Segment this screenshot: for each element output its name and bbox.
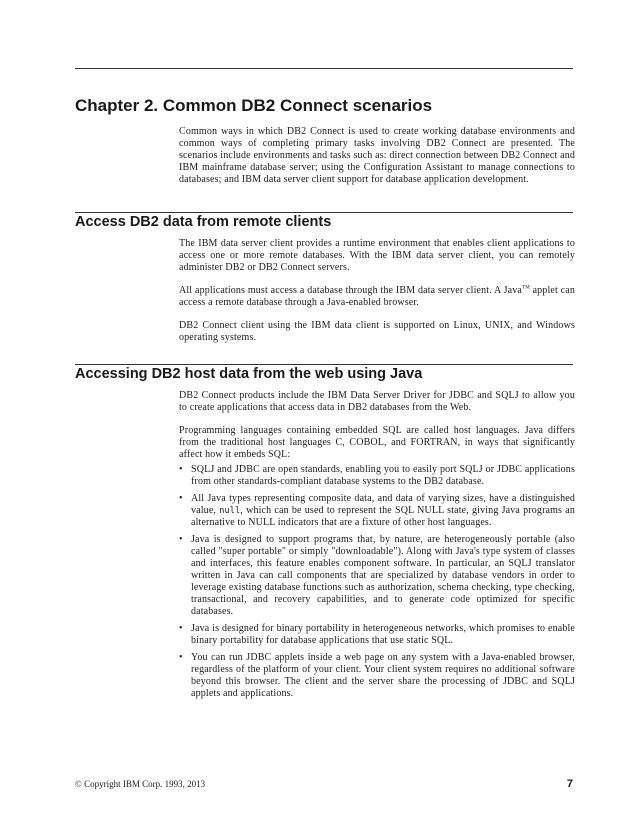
code-null: null: [219, 506, 241, 516]
paragraph: The IBM data server client provides a runtime environment that enables client applications to access one or more remote databases. With the IBM data server client, you can remotely administer DB2 or DB2 Connect servers.: [179, 238, 575, 273]
bullet-list: [179, 464, 575, 700]
text-run: applet can access a remote database through a Java-enabled browser.: [179, 285, 575, 308]
trademark-mark: TM: [522, 285, 530, 291]
section-web-java-body: [179, 390, 575, 705]
list-item: • You can run JDBC applets inside a web page on any system with a Java-enabled browser, regardless of the platform of your client. Your client system requires no additional software beyond this browser. The client and the server share the processing of JDBC and SQLJ applets and applications.: [179, 652, 575, 700]
section-remote-clients-body: [179, 238, 575, 355]
paragraph: DB2 Connect products include the IBM Data Server Driver for JDBC and SQLJ to allow you to create applications that access data in DB2 databases from the Web.: [179, 390, 575, 413]
copyright-notice: © Copyright IBM Corp. 1993, 2013: [75, 779, 206, 789]
text-run: , which can be used to represent the SQL NULL state, giving Java programs an alternative to NULL indicators that are a fixture of other host languages.: [191, 505, 575, 528]
top-rule: [75, 68, 573, 69]
paragraph: Programming languages containing embedded SQL are called host languages. Java differs from the traditional host languages C, COBOL, and FORTRAN, in ways that significantly affect how it embeds SQL:: [179, 425, 575, 460]
page-number: 7: [566, 778, 573, 790]
section-heading-web-java: Accessing DB2 host data from the web using Java: [75, 366, 423, 382]
list-item: [179, 493, 575, 529]
text-run: All applications must access a database through the IBM data server client. A Java: [179, 285, 522, 296]
page-footer: [75, 779, 573, 789]
section-heading-remote-clients: Access DB2 data from remote clients: [75, 214, 332, 230]
text-run: All Java types representing composite data, and data of varying sizes, have a distinguished value,: [191, 493, 575, 516]
paragraph: [179, 285, 575, 309]
chapter-intro-block: [179, 126, 575, 197]
paragraph: DB2 Connect client using the IBM data client is supported on Linux, UNIX, and Windows operating systems.: [179, 320, 575, 343]
section-rule: [75, 212, 573, 213]
list-item: • Java is designed for binary portability in heterogeneous networks, which promises to enable binary portability for database applications that use static SQL.: [179, 623, 575, 647]
chapter-intro: Common ways in which DB2 Connect is used to create working database environments and common ways of completing primary tasks involving DB2 Connect are presented. The scenarios include environments and tasks such as: direct connection between DB2 Connect and IBM mainframe database server; using the Configuration Assistant to manage connections to databases; and IBM data server client support for database application development.: [179, 126, 575, 185]
list-item: • SQLJ and JDBC are open standards, enabling you to easily port SQLJ or JDBC applications from other standards-compliant database systems to the DB2 database.: [179, 464, 575, 488]
section-rule: [75, 364, 573, 365]
chapter-title: Chapter 2. Common DB2 Connect scenarios: [75, 96, 433, 115]
list-item: • Java is designed to support programs that, by nature, are heterogeneously portable (also called "super portable" or simply "downloadable"). Along with Java's type system of classes and interfaces, this feature enables component software. In particular, an SQLJ translator written in Java can call components that are specialized by database vendors in order to leverage existing database functions such as authorization, schema checking, type checking, transactional, and recovery capabilities, and to generate code optimized for specific databases.: [179, 534, 575, 618]
